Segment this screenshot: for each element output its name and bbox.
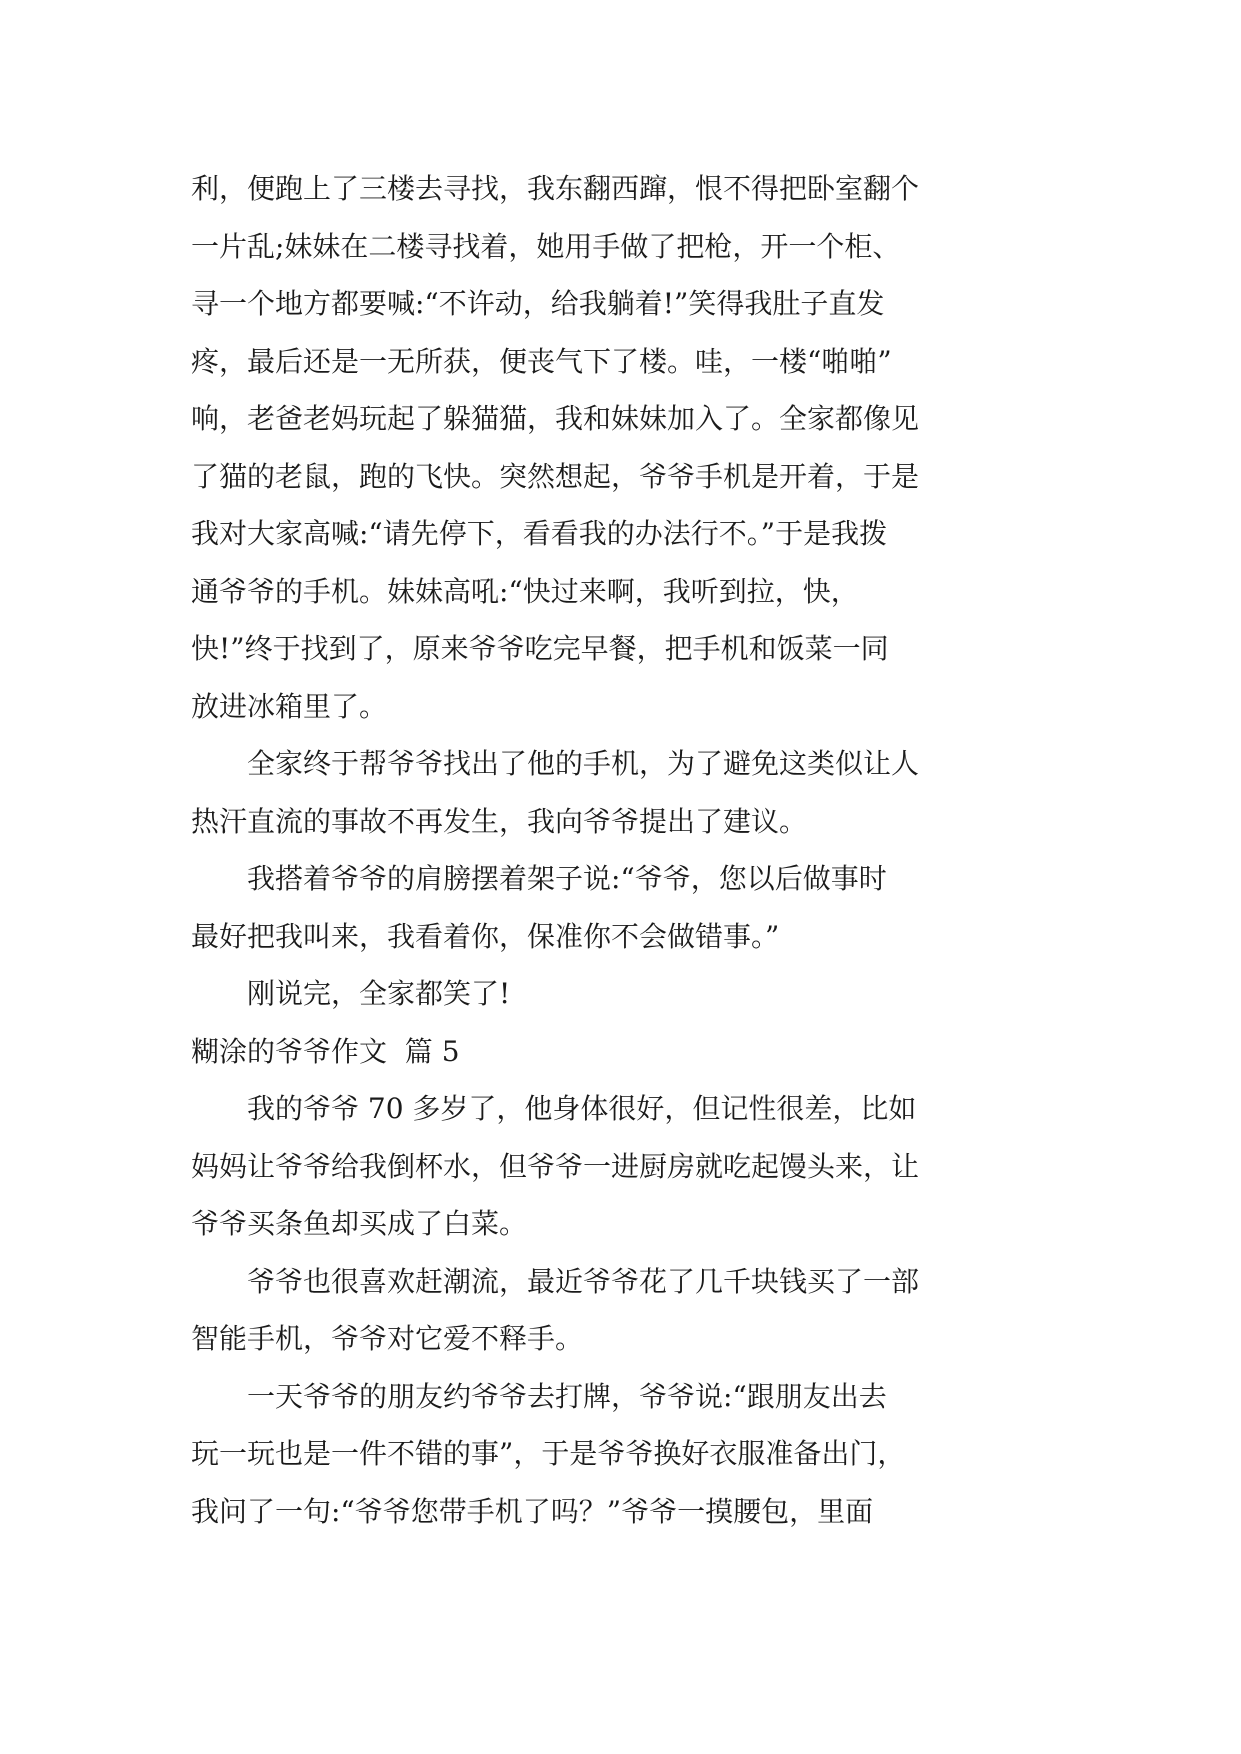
- text-line: 一天爷爷的朋友约爷爷去打牌，爷爷说:“跟朋友出去: [191, 1379, 887, 1413]
- text-line: 爷爷也很喜欢赶潮流，最近爷爷花了几千块钱买了一部: [191, 1264, 920, 1298]
- text-line: 爷爷买条鱼却买成了白菜。: [191, 1207, 528, 1240]
- text-line: 我对大家高喊:“请先停下，看看我的办法行不。”于是我拨: [191, 517, 888, 550]
- text-line: 最好把我叫来，我看着你，保准你不会做错事。”: [191, 919, 780, 953]
- text-line: 一片乱;妹妹在二楼寻找着，她用手做了把枪，开一个柜、: [191, 229, 901, 263]
- text-line: 快!”终于找到了，原来爷爷吃完早餐，把手机和饭菜一同: [191, 632, 889, 665]
- text-line: 了猫的老鼠，跑的飞快。突然想起，爷爷手机是开着，于是: [191, 459, 920, 493]
- text-line: 全家终于帮爷爷找出了他的手机，为了避免这类似让人: [191, 747, 920, 780]
- text-line: 智能手机，爷爷对它爱不释手。: [191, 1322, 584, 1355]
- text-line: 热汗直流的事故不再发生，我向爷爷提出了建议。: [191, 804, 808, 838]
- text-line: 通爷爷的手机。妹妹高吼:“快过来啊，我听到拉，快，: [191, 574, 859, 608]
- section-heading: 糊涂的爷爷作文 篇 5: [191, 1034, 460, 1068]
- text-line: 寻一个地方都要喊:“不许动，给我躺着!”笑得我肚子直发: [191, 287, 885, 320]
- text-line: 利，便跑上了三楼去寻找，我东翻西蹿，恨不得把卧室翻个: [191, 172, 920, 205]
- text-line: 放进冰箱里了。: [191, 689, 388, 723]
- text-line: 刚说完，全家都笑了!: [191, 977, 511, 1010]
- text-line: 疼，最后还是一无所获，便丧气下了楼。哇，一楼“啪啪”: [191, 344, 892, 378]
- text-line: 我搭着爷爷的肩膀摆着架子说:“爷爷，您以后做事时: [191, 862, 887, 895]
- essay-body: [191, 160, 1051, 1540]
- text-line: 玩一玩也是一件不错的事”，于是爷爷换好衣服准备出门，: [191, 1437, 906, 1470]
- text-line: 响，老爸老妈玩起了躲猫猫，我和妹妹加入了。全家都像见: [191, 402, 920, 435]
- text-line: 我问了一句:“爷爷您带手机了吗？”爷爷一摸腰包，里面: [191, 1494, 874, 1528]
- text-line: 我的爷爷 70 多岁了，他身体很好，但记性很差，比如: [191, 1092, 917, 1125]
- text-line: 妈妈让爷爷给我倒杯水，但爷爷一进厨房就吃起馒头来，让: [191, 1149, 920, 1183]
